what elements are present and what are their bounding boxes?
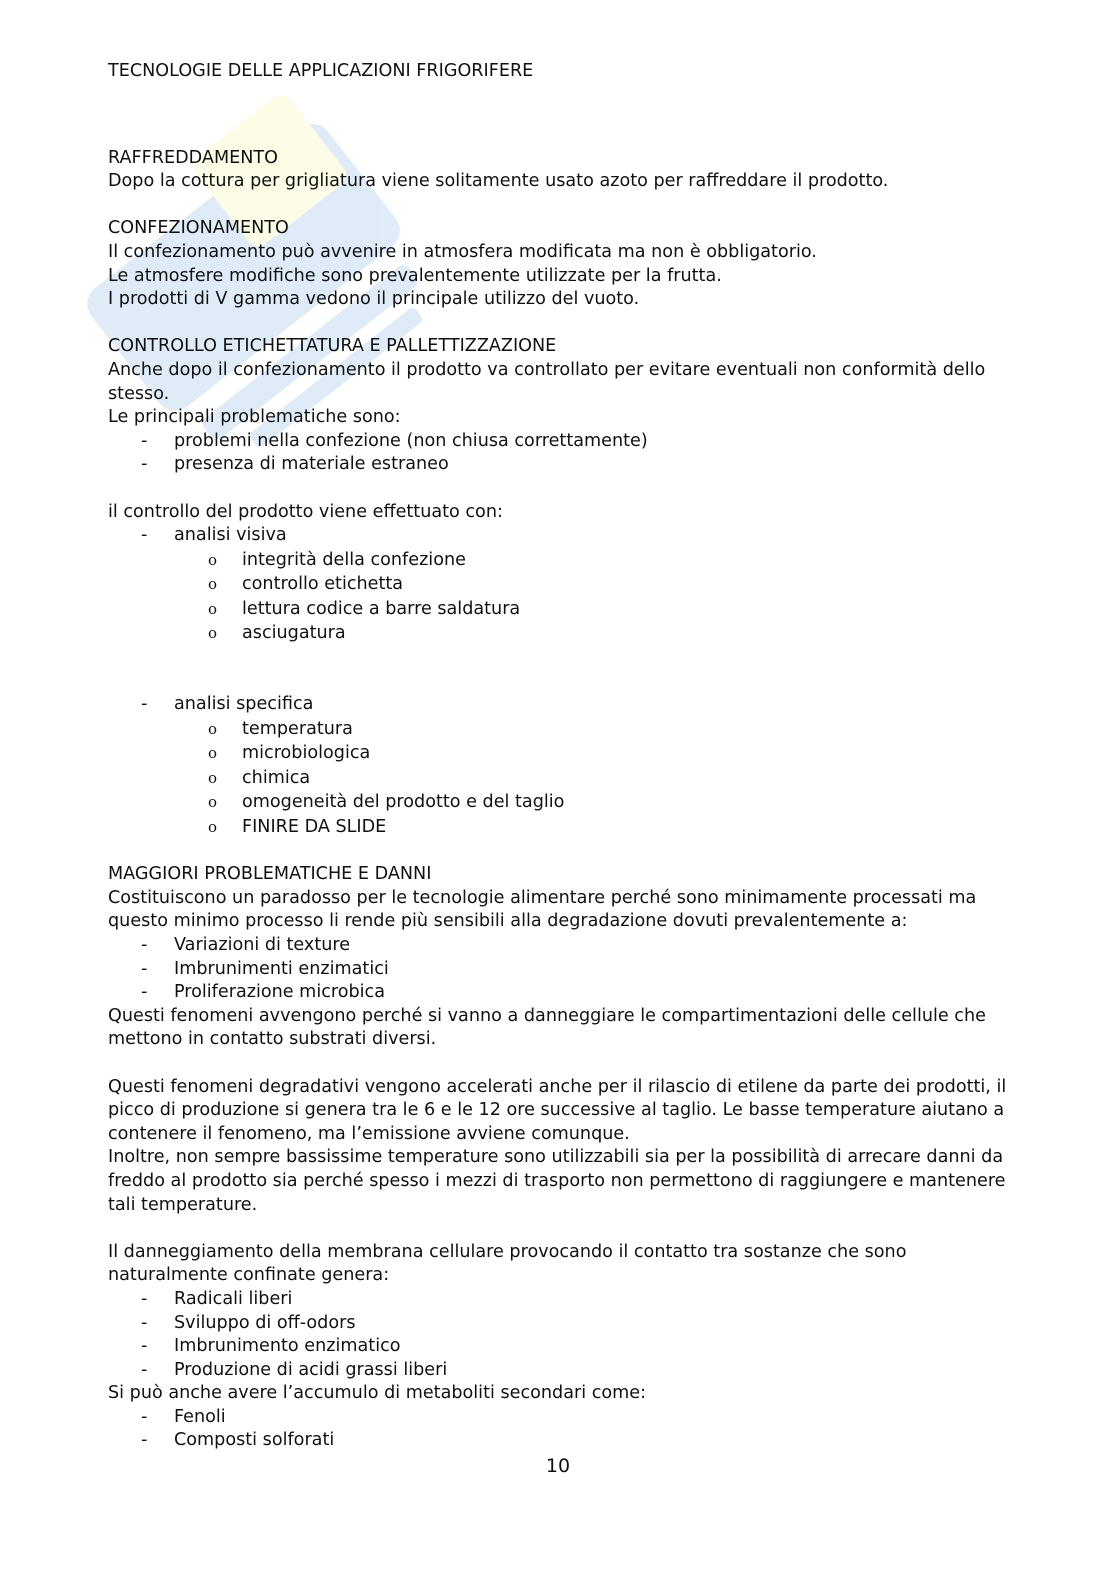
- page-content: [108, 60, 1008, 1477]
- list-item: - Sviluppo di off-odors: [108, 1312, 1008, 1336]
- sub-list-item: o omogeneità del prodotto e del taglio: [108, 790, 1008, 815]
- paragraph: Anche dopo il confezionamento il prodotto va controllato per evitare eventuali non conformità dello stesso.: [108, 359, 986, 404]
- section-heading: CONTROLLO ETICHETTATURA E PALLETTIZZAZIONE: [108, 336, 557, 357]
- list-item: - Produzione di acidi grassi liberi: [108, 1359, 1008, 1383]
- list-item: - analisi visiva: [108, 524, 1008, 548]
- sub-list-item: o temperatura: [108, 717, 1008, 742]
- sub-list-item: o chimica: [108, 766, 1008, 791]
- list-item: - presenza di materiale estraneo: [108, 453, 1008, 477]
- list-item: - Fenoli: [108, 1406, 1008, 1430]
- section-heading: CONFEZIONAMENTO: [108, 218, 289, 239]
- visual-analysis-sublist: [108, 548, 1008, 646]
- list-item: - Composti solforati: [108, 1429, 1008, 1453]
- section-heading: RAFFREDDAMENTO: [108, 147, 279, 168]
- list-item: - analisi specifica: [108, 693, 1008, 717]
- paragraph: il controllo del prodotto viene effettuato con:: [108, 501, 503, 522]
- paragraph: Inoltre, non sempre bassissime temperature sono utilizzabili sia per la possibilità di arrecare danni da freddo al prodotto sia perché spesso i mezzi di trasporto non permettono di raggiungere e mantenere tali temperature.: [108, 1147, 1006, 1215]
- section-raffreddamento: [108, 147, 1008, 194]
- list-item: - Imbrunimenti enzimatici: [108, 958, 1008, 982]
- problem-list: [108, 430, 1008, 477]
- section-heading: MAGGIORI PROBLEMATICHE E DANNI: [108, 864, 432, 885]
- list-item: - Radicali liberi: [108, 1288, 1008, 1312]
- paragraph: Questi fenomeni avvengono perché si vanno a danneggiare le compartimentazioni delle cellule che mettono in contatto substrati diversi.: [108, 1005, 986, 1050]
- paragraph: Dopo la cottura per grigliatura viene solitamente usato azoto per raffreddare il prodotto.: [108, 171, 889, 192]
- metabolites-list: [108, 1406, 1008, 1453]
- section-maggiori-problematiche: [108, 863, 1008, 1453]
- paragraph: Si può anche avere l’accumulo di metaboliti secondari come:: [108, 1383, 647, 1404]
- control-list: [108, 524, 1008, 548]
- section-confezionamento: [108, 217, 1008, 311]
- control-list: [108, 693, 1008, 717]
- specific-analysis-sublist: [108, 717, 1008, 840]
- paragraph: Questi fenomeni degradativi vengono accelerati anche per il rilascio di etilene da parte dei prodotti, il picco di produzione si genera tra le 6 e le 12 ore successive al taglio. Le basse temperature aiutano a contenere il fenomeno, ma l’emissione avviene comunque.: [108, 1076, 1007, 1144]
- sub-list-item: o FINIRE DA SLIDE: [108, 815, 1008, 840]
- document-header-title: TECNOLOGIE DELLE APPLICAZIONI FRIGORIFERE: [108, 61, 534, 81]
- sub-list-item: o lettura codice a barre saldatura: [108, 597, 1008, 622]
- paragraph: Il confezionamento può avvenire in atmosfera modificata ma non è obbligatorio.: [108, 241, 817, 262]
- membrane-damage-list: [108, 1288, 1008, 1382]
- paragraph: Il danneggiamento della membrana cellulare provocando il contatto tra sostanze che sono naturalmente confinate genera:: [108, 1241, 907, 1286]
- list-item: - Proliferazione microbica: [108, 981, 1008, 1005]
- list-item: - Imbrunimento enzimatico: [108, 1335, 1008, 1359]
- list-item: - Variazioni di texture: [108, 934, 1008, 958]
- degradation-list: [108, 934, 1008, 1005]
- sub-list-item: o microbiologica: [108, 741, 1008, 766]
- sub-list-item: o integrità della confezione: [108, 548, 1008, 573]
- sub-list-item: o controllo etichetta: [108, 572, 1008, 597]
- paragraph: I prodotti di V gamma vedono il principale utilizzo del vuoto.: [108, 289, 640, 310]
- paragraph: Costituiscono un paradosso per le tecnologie alimentare perché sono minimamente processati ma questo minimo processo li rende più sensibili alla degradazione dovuti prevalentemente a:: [108, 887, 977, 932]
- paragraph: Le atmosfere modifiche sono prevalentemente utilizzate per la frutta.: [108, 265, 722, 286]
- page-number: 10: [545, 1455, 571, 1477]
- list-item: - problemi nella confezione (non chiusa correttamente): [108, 430, 1008, 454]
- sub-list-item: o asciugatura: [108, 621, 1008, 646]
- section-controllo-etichettatura: [108, 335, 1008, 839]
- paragraph: Le principali problematiche sono:: [108, 407, 401, 428]
